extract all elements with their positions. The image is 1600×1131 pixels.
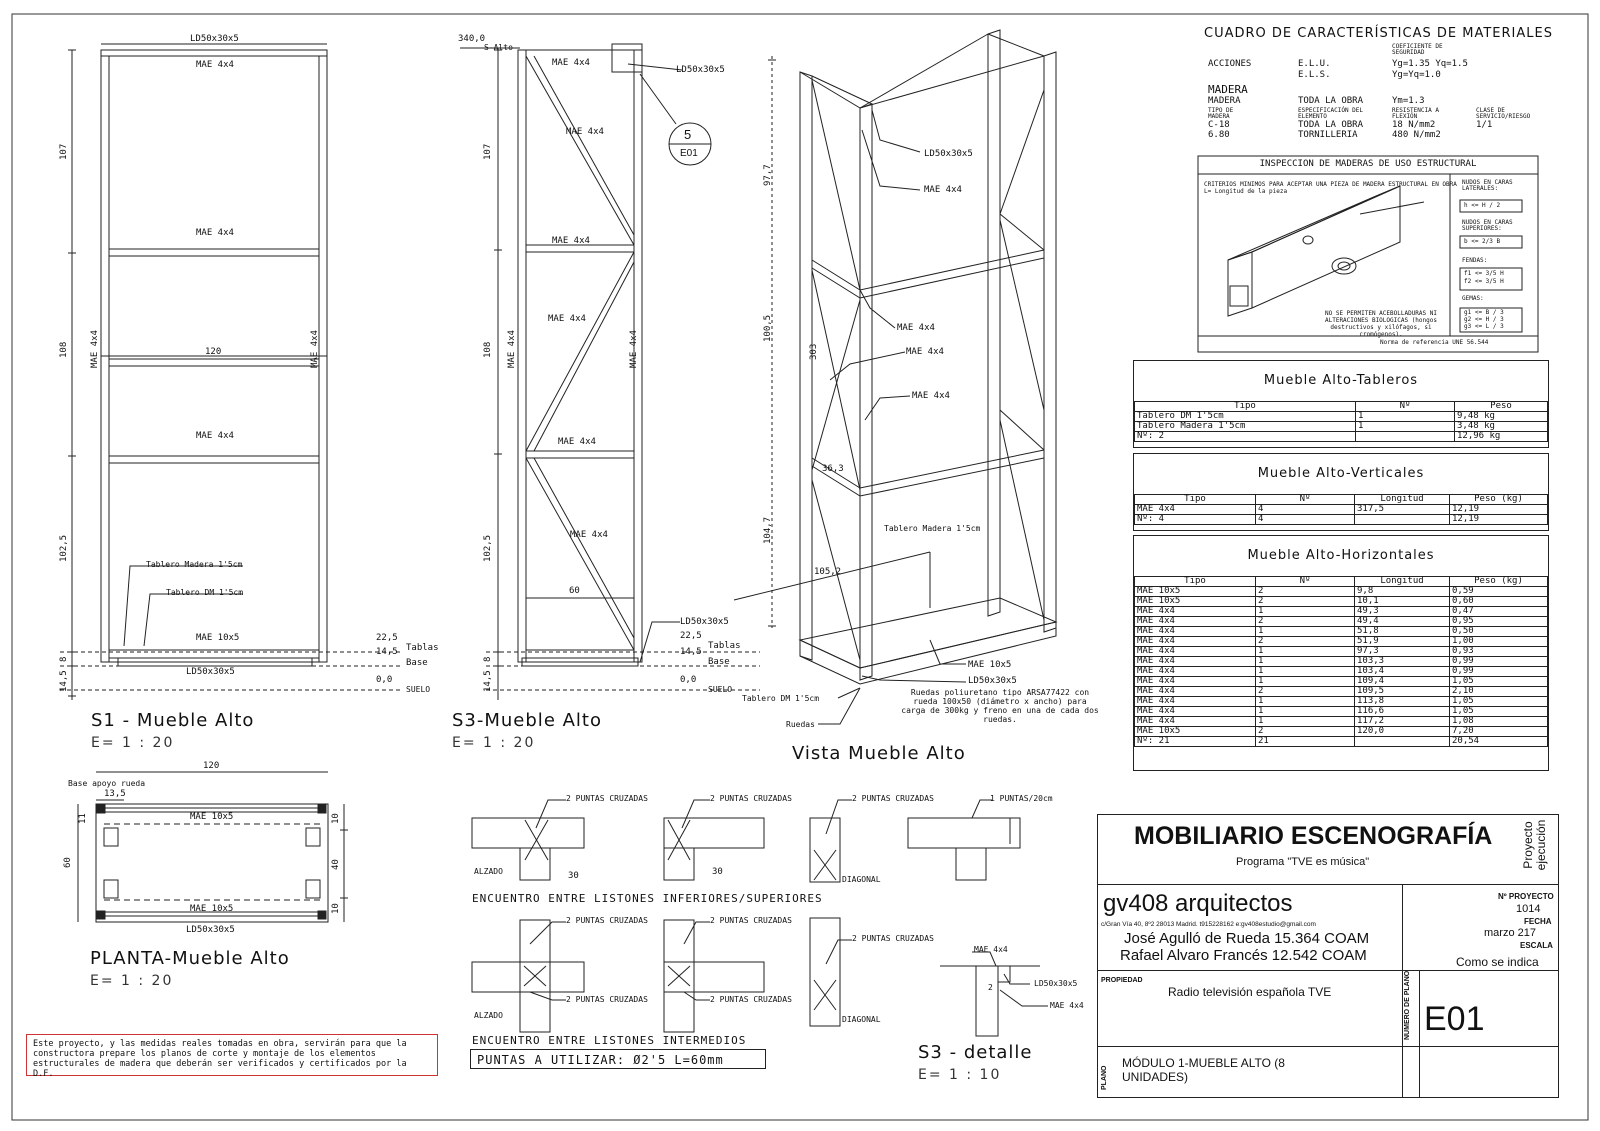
- s3-tablas: Tablas: [708, 641, 741, 651]
- vista-ld-1: LD50x30x5: [924, 149, 973, 159]
- s3-top-level: 340,0: [458, 34, 486, 44]
- tableros-panel: [1133, 360, 1549, 448]
- s1-title: S1 - Mueble Alto: [91, 710, 255, 731]
- numero-plano-label: NUMERO DE PLANO: [1404, 970, 1411, 1040]
- s3-ld-top: LD50x30x5: [676, 65, 725, 75]
- verticales-h-peso: Peso (kg): [1450, 495, 1548, 505]
- detail-puntas-20cm: 1 PUNTAS/20cm: [990, 794, 1053, 803]
- s3-title: S3-Mueble Alto: [452, 710, 602, 731]
- horizontales-cell: 7,20: [1450, 727, 1548, 737]
- inspeccion-gemas-v1: g1 <= B / 3: [1464, 309, 1504, 316]
- verticales-cell: 12,19: [1450, 515, 1548, 525]
- s1-lvl-145: 14,5: [376, 647, 398, 657]
- firm-address: c/Gran Vía 40, 8º2 28013 Madrid. t915228162 e:gv408estudio@gmail.com: [1101, 921, 1316, 928]
- s3-lvl-00: 0,0: [680, 675, 697, 685]
- planta-dim-11: 11: [78, 813, 88, 824]
- s1-base: Base: [406, 658, 428, 668]
- horizontales-cell: 1: [1256, 707, 1355, 717]
- detail-encuentro-2: ENCUENTRO ENTRE LISTONES INTERMEDIOS: [472, 1034, 747, 1047]
- s3-dim-8: 8: [483, 656, 493, 662]
- horizontales-cell: 1: [1256, 667, 1355, 677]
- escala-label: ESCALA: [1520, 941, 1553, 950]
- s3-lvl-225: 22,5: [680, 631, 702, 641]
- numero-plano: E01: [1424, 1000, 1485, 1038]
- horizontales-cell: 1,00: [1450, 637, 1548, 647]
- s1-bottom-label: LD50x30x5: [186, 667, 235, 677]
- planta-dim-120: 120: [203, 761, 220, 771]
- horizontales-row: [1135, 737, 1548, 747]
- horizontales-row: [1135, 727, 1548, 737]
- vista-dim-363: 36,3: [822, 464, 844, 474]
- tableros-cell: Tablero Madera 1'5cm: [1135, 422, 1356, 432]
- horizontales-row: [1135, 667, 1548, 677]
- horizontales-cell: MAE 4x4: [1135, 687, 1256, 697]
- horizontales-cell: 2,10: [1450, 687, 1548, 697]
- s1-tablero-dm: Tablero DM 1'5cm: [166, 588, 244, 597]
- horizontales-cell: 1: [1256, 697, 1355, 707]
- title-block-divider-v1: [1402, 884, 1403, 1098]
- n-proyecto-label: Nº PROYECTO: [1498, 892, 1554, 901]
- horizontales-cell: MAE 10x5: [1135, 727, 1256, 737]
- title-block-divider-1: [1097, 884, 1559, 885]
- s1-lvl-00: 0,0: [376, 675, 393, 685]
- horizontales-cell: 0,59: [1450, 587, 1548, 597]
- horizontales-row: [1135, 687, 1548, 697]
- tableros-cell: Tablero DM 1'5cm: [1135, 412, 1356, 422]
- s1-mae-top: MAE 4x4: [196, 60, 234, 70]
- verticales-h-tipo: Tipo: [1135, 495, 1256, 505]
- propiedad-label: PROPIEDAD: [1101, 977, 1143, 984]
- materials-elu-val: Yg=1.35 Yq=1.5: [1392, 59, 1468, 69]
- horizontales-title: Mueble Alto-Horizontales: [1247, 548, 1435, 563]
- horizontales-cell: 1: [1256, 657, 1355, 667]
- detail-angle-1: 30: [568, 871, 579, 881]
- horizontales-cell: 0,99: [1450, 657, 1548, 667]
- materials-toda-obra: TODA LA OBRA: [1298, 96, 1364, 106]
- horizontales-row: [1135, 587, 1548, 597]
- inspeccion-gemas-v3: g3 <= L / 3: [1464, 323, 1504, 330]
- vista-tablero-madera: Tablero Madera 1'5cm: [884, 524, 981, 533]
- horizontales-row: [1135, 617, 1548, 627]
- s3-scale: E= 1 : 20: [452, 735, 536, 751]
- horizontales-h-n: Nº: [1256, 577, 1355, 587]
- fecha: marzo 217: [1484, 927, 1536, 939]
- horizontales-row: [1135, 717, 1548, 727]
- tableros-row: [1135, 412, 1548, 422]
- vista-ruedas-note: Ruedas poliuretano tipo ARSA77422 con rueda 100x50 (diámetro x ancho) para carga de 300kg y freno en una de cada dos ruedas.: [901, 688, 1099, 724]
- planta-scale: E= 1 : 20: [90, 973, 174, 989]
- n-proyecto: 1014: [1516, 903, 1541, 915]
- materials-coef: COEFICIENTE DE SEGURIDAD: [1392, 43, 1443, 56]
- horizontales-panel: [1133, 535, 1549, 771]
- s1-lvl-225: 22,5: [376, 633, 398, 643]
- materials-madera: MADERA: [1208, 96, 1241, 106]
- detail-angle-2: 30: [712, 867, 723, 877]
- horizontales-cell: 49,4: [1355, 617, 1450, 627]
- materials-torn-val: 480 N/mm2: [1392, 130, 1441, 140]
- s3-suelo: SUELO: [708, 685, 733, 694]
- horizontales-cell: 0,93: [1450, 647, 1548, 657]
- s3-dim-107: 107: [483, 143, 493, 160]
- tableros-table: [1134, 401, 1548, 442]
- verticales-h-long: Longitud: [1355, 495, 1450, 505]
- inspeccion-nudos-sup: NUDOS EN CARAS SUPERIORES:: [1462, 219, 1513, 232]
- materials-clase: CLASE DE SERVICIO/RIESGO: [1476, 107, 1531, 120]
- horizontales-cell: 103,4: [1355, 667, 1450, 677]
- vista-mae-bottom: MAE 10x5: [968, 660, 1012, 670]
- horizontales-cell: MAE 4x4: [1135, 717, 1256, 727]
- horizontales-cell: 1: [1256, 607, 1355, 617]
- horizontales-cell: Nº: 21: [1135, 737, 1256, 747]
- vista-isometric: [734, 30, 1056, 724]
- s3-mae-right: MAE 4x4: [629, 330, 639, 368]
- horizontales-cell: 117,2: [1355, 717, 1450, 727]
- fecha-label: FECHA: [1524, 917, 1552, 926]
- materials-elu: E.L.U.: [1298, 59, 1331, 69]
- s3-base: Base: [708, 657, 730, 667]
- horizontales-cell: 116,6: [1355, 707, 1450, 717]
- horizontales-cell: 2: [1256, 637, 1355, 647]
- s3-lvl-145: 14,5: [680, 647, 702, 657]
- detail-puntas-8: 2 PUNTAS CRUZADAS: [710, 995, 792, 1004]
- s3-mae-2: MAE 4x4: [566, 127, 604, 137]
- detail-puntas-2: 2 PUNTAS CRUZADAS: [710, 794, 792, 803]
- detail-alzado-1: ALZADO: [474, 867, 503, 876]
- inspeccion-fendas: FENDAS:: [1462, 257, 1488, 264]
- horizontales-h-tipo: Tipo: [1135, 577, 1256, 587]
- verticales-cell: [1355, 515, 1450, 525]
- s3-circle-ref: E01: [680, 148, 698, 159]
- horizontales-cell: 1,05: [1450, 707, 1548, 717]
- s3-mae-left: MAE 4x4: [507, 330, 517, 368]
- tableros-h-n: Nº: [1356, 402, 1455, 412]
- horizontales-cell: 97,3: [1355, 647, 1450, 657]
- horizontales-cell: 49,3: [1355, 607, 1450, 617]
- horizontales-cell: 21: [1256, 737, 1355, 747]
- tableros-h-peso: Peso: [1455, 402, 1548, 412]
- verticales-row: [1135, 505, 1548, 515]
- s1-dim-108: 108: [59, 341, 69, 358]
- s1-dim-1025: 102,5: [59, 534, 69, 562]
- s3-width: 60: [569, 586, 580, 596]
- detail-diagonal-2: DIAGONAL: [842, 1015, 881, 1024]
- horizontales-row: [1135, 647, 1548, 657]
- materials-tipo-madera: TIPO DE MADERA: [1208, 107, 1234, 120]
- s1-scale: E= 1 : 20: [91, 735, 175, 751]
- horizontales-cell: MAE 4x4: [1135, 667, 1256, 677]
- materials-madera-h: MADERA: [1208, 83, 1248, 96]
- inspeccion-no-permiten: NO SE PERMITEN ACEBOLLADURAS NI ALTERACIONES BIOLOGICAS (hongos destructivos y xilófagos, si cromógenos).: [1325, 310, 1437, 338]
- s1-dim-107: 107: [59, 143, 69, 160]
- verticales-cell: MAE 4x4: [1135, 505, 1256, 515]
- title-block-divider-2: [1097, 970, 1559, 971]
- materials-res-val: 18 N/mm2: [1392, 120, 1436, 130]
- materials-acciones: ACCIONES: [1208, 59, 1252, 69]
- horizontales-cell: 120,0: [1355, 727, 1450, 737]
- horizontales-cell: [1355, 737, 1450, 747]
- horizontales-row: [1135, 627, 1548, 637]
- materials-680: 6.80: [1208, 130, 1230, 140]
- horizontales-cell: 2: [1256, 617, 1355, 627]
- vista-dim-977: 97,7: [763, 164, 773, 186]
- horizontales-cell: MAE 4x4: [1135, 607, 1256, 617]
- vista-dim-1052: 105,2: [814, 567, 842, 577]
- horizontales-cell: MAE 4x4: [1135, 677, 1256, 687]
- tableros-row: [1135, 432, 1548, 442]
- detail-mae-b: MAE 4x4: [1050, 1001, 1084, 1010]
- horizontales-cell: 0,47: [1450, 607, 1548, 617]
- horizontales-cell: 113,8: [1355, 697, 1450, 707]
- s3-mae-1: MAE 4x4: [552, 58, 590, 68]
- vista-mae-4: MAE 4x4: [912, 391, 950, 401]
- vista-mae-2: MAE 4x4: [897, 323, 935, 333]
- s3-s-alto: S-Alto: [484, 43, 513, 52]
- s1-elevation: [60, 44, 400, 700]
- detail-encuentro-1: ENCUENTRO ENTRE LISTONES INFERIORES/SUPERIORES: [472, 892, 823, 905]
- tableros-cell: [1356, 432, 1455, 442]
- verticales-cell: Nº: 4: [1135, 515, 1256, 525]
- s3-dim-1025: 102,5: [483, 534, 493, 562]
- horizontales-cell: 10,1: [1355, 597, 1450, 607]
- s3-mae-4: MAE 4x4: [548, 314, 586, 324]
- tableros-row: [1135, 422, 1548, 432]
- horizontales-cell: MAE 10x5: [1135, 597, 1256, 607]
- project-title: MOBILIARIO ESCENOGRAFÍA: [1134, 822, 1493, 850]
- detail-diagonal-1: DIAGONAL: [842, 875, 881, 884]
- title-block-divider-3: [1097, 1046, 1559, 1047]
- vista-tablero-dm: Tablero DM 1'5cm: [742, 694, 820, 703]
- horizontales-cell: 20,54: [1450, 737, 1548, 747]
- s1-dim-145: 14,5: [59, 670, 69, 692]
- detail-alzado-2: ALZADO: [474, 1011, 503, 1020]
- vista-mae-3: MAE 4x4: [906, 347, 944, 357]
- vista-dim-303: 303: [809, 343, 819, 360]
- tableros-cell: 9,48 kg: [1455, 412, 1548, 422]
- horizontales-cell: 51,9: [1355, 637, 1450, 647]
- materials-ym: Ym=1.3: [1392, 96, 1425, 106]
- inspeccion-norma: Norma de referencia UNE 56.544: [1380, 339, 1489, 346]
- planta-dim-40: 40: [331, 859, 341, 870]
- planta-dim-10b: 10: [331, 903, 341, 914]
- planta-base-apoyo: Base apoyo rueda: [68, 779, 146, 788]
- horizontales-cell: 1,08: [1450, 717, 1548, 727]
- s1-mae-left: MAE 4x4: [90, 330, 100, 368]
- inspeccion-criterios: CRITERIOS MINIMOS PARA ACEPTAR UNA PIEZA DE MADERA ESTRUCTURAL EN OBRA: [1204, 181, 1457, 188]
- escala: Como se indica: [1456, 955, 1539, 969]
- verticales-cell: 4: [1256, 515, 1355, 525]
- planta-mae-bottom: MAE 10x5: [190, 904, 234, 914]
- tableros-title: Mueble Alto-Tableros: [1263, 373, 1419, 388]
- horizontales-row: [1135, 607, 1548, 617]
- horizontales-h-peso: Peso (kg): [1450, 577, 1548, 587]
- vista-dim-1005: 100,5: [763, 314, 773, 342]
- vista-dim-1047: 104,7: [763, 516, 773, 544]
- s3-elevation: [460, 44, 760, 700]
- materials-tornilleria: TORNILLERIA: [1298, 130, 1358, 140]
- horizontales-cell: MAE 4x4: [1135, 697, 1256, 707]
- detail-ld: LD50x30x5: [1034, 979, 1078, 988]
- detail-puntas-5: 2 PUNTAS CRUZADAS: [710, 916, 792, 925]
- horizontales-cell: 1: [1256, 717, 1355, 727]
- horizontales-cell: 1,05: [1450, 677, 1548, 687]
- detail-puntas-6: 2 PUNTAS CRUZADAS: [852, 934, 934, 943]
- verticales-title: Mueble Alto-Verticales: [1257, 466, 1425, 481]
- horizontales-cell: MAE 4x4: [1135, 647, 1256, 657]
- s1-suelo: SUELO: [406, 685, 431, 694]
- verticales-cell: 4: [1256, 505, 1355, 515]
- horizontales-cell: MAE 4x4: [1135, 707, 1256, 717]
- s3-dim-145: 14,5: [483, 670, 493, 692]
- inspeccion-longitud: L= Longitud de la pieza: [1204, 188, 1288, 195]
- horizontales-cell: 1: [1256, 647, 1355, 657]
- horizontales-cell: MAE 4x4: [1135, 637, 1256, 647]
- s3-circle-num: 5: [684, 127, 692, 142]
- general-note: Este proyecto, y las medidas reales tomadas en obra, servirán para que la constructora prepare los planos de corte y montaje de los elementos estructurales de madera que deberán ser verificados y certificados por la D.F.: [26, 1034, 438, 1076]
- horizontales-cell: 0,95: [1450, 617, 1548, 627]
- horizontales-cell: 2: [1256, 597, 1355, 607]
- propiedad: Radio televisión española TVE: [1168, 985, 1332, 999]
- horizontales-cell: 2: [1256, 687, 1355, 697]
- horizontales-cell: MAE 4x4: [1135, 617, 1256, 627]
- materials-toda-obra2: TODA LA OBRA: [1298, 120, 1364, 130]
- detail-puntas-1: 2 PUNTAS CRUZADAS: [566, 794, 648, 803]
- planta-mae-top: MAE 10x5: [190, 812, 234, 822]
- s1-width: 120: [205, 347, 222, 357]
- planta-dim-10a: 10: [331, 813, 341, 824]
- vista-title: Vista Mueble Alto: [792, 743, 966, 764]
- detail-puntas-utilizar: PUNTAS A UTILIZAR: Ø2'5 L=60mm: [470, 1049, 766, 1069]
- horizontales-row: [1135, 657, 1548, 667]
- s1-top-label: LD50x30x5: [190, 34, 239, 44]
- horizontales-table: [1134, 576, 1548, 747]
- materials-els: E.L.S.: [1298, 70, 1331, 80]
- planta-ld: LD50x30x5: [186, 925, 235, 935]
- s3-mae-3: MAE 4x4: [552, 236, 590, 246]
- inspeccion-gemas-v2: g2 <= H / 3: [1464, 316, 1504, 323]
- s1-mae-mid2: MAE 4x4: [196, 431, 234, 441]
- inspeccion-nudos-sup-v: b <= 2/3 B: [1464, 238, 1501, 245]
- verticales-cell: 317,5: [1355, 505, 1450, 515]
- horizontales-row: [1135, 597, 1548, 607]
- horizontales-row: [1135, 697, 1548, 707]
- s3-dim-108: 108: [483, 341, 493, 358]
- inspeccion-fendas-v2: f2 <= 3/5 H: [1464, 278, 1504, 285]
- vista-mae-1: MAE 4x4: [924, 185, 962, 195]
- inspeccion-nudos-lat: NUDOS EN CARAS LATERALES:: [1462, 179, 1513, 192]
- horizontales-cell: 2: [1256, 727, 1355, 737]
- fase: Proyecto ejecución: [1521, 819, 1548, 871]
- s3-mae-5: MAE 4x4: [558, 437, 596, 447]
- plano-label: PLANO: [1101, 1065, 1108, 1090]
- horizontales-cell: 109,5: [1355, 687, 1450, 697]
- inspeccion-fendas-v1: f1 <= 3/5 H: [1464, 270, 1504, 277]
- horizontales-cell: 9,8: [1355, 587, 1450, 597]
- architect-2: Rafael Alvaro Francés 12.542 COAM: [1120, 947, 1367, 964]
- materials-especificacion: ESPECIFICACIÓN DEL ELEMENTO: [1298, 107, 1364, 120]
- materials-title: CUADRO DE CARACTERÍSTICAS DE MATERIALES: [1204, 26, 1553, 41]
- s1-dim-8: 8: [59, 656, 69, 662]
- detail-puntas-3: 2 PUNTAS CRUZADAS: [852, 794, 934, 803]
- horizontales-h-long: Longitud: [1355, 577, 1450, 587]
- s1-mae-mid1: MAE 4x4: [196, 228, 234, 238]
- horizontales-row: [1135, 677, 1548, 687]
- horizontales-cell: MAE 4x4: [1135, 627, 1256, 637]
- s3-ld-bottom: LD50x30x5: [680, 617, 729, 627]
- detail-s3-scale: E= 1 : 10: [918, 1067, 1002, 1083]
- tableros-cell: 1: [1356, 422, 1455, 432]
- horizontales-cell: 103,3: [1355, 657, 1450, 667]
- detail-dim-2: 2: [988, 983, 993, 992]
- tableros-cell: 12,96 kg: [1455, 432, 1548, 442]
- verticales-panel: [1133, 453, 1549, 531]
- detail-s3-title: S3 - detalle: [918, 1042, 1033, 1063]
- firm-name: gv408 arquitectos: [1103, 890, 1293, 917]
- inspeccion-title: INSPECCION DE MADERAS DE USO ESTRUCTURAL: [1259, 159, 1477, 169]
- s3-mae-6: MAE 4x4: [570, 530, 608, 540]
- horizontales-cell: 0,99: [1450, 667, 1548, 677]
- verticales-row: [1135, 515, 1548, 525]
- materials-c18: C-18: [1208, 120, 1230, 130]
- horizontales-cell: 109,4: [1355, 677, 1450, 687]
- verticales-h-n: Nº: [1256, 495, 1355, 505]
- tableros-cell: 3,48 kg: [1455, 422, 1548, 432]
- title-block-divider-v2: [1419, 970, 1420, 1098]
- detail-puntas-4: 2 PUNTAS CRUZADAS: [566, 916, 648, 925]
- horizontales-cell: MAE 10x5: [1135, 587, 1256, 597]
- plano: MÓDULO 1-MUEBLE ALTO (8 UNIDADES): [1122, 1056, 1285, 1084]
- horizontales-cell: 1: [1256, 627, 1355, 637]
- planta-title: PLANTA-Mueble Alto: [90, 948, 290, 969]
- horizontales-cell: MAE 4x4: [1135, 657, 1256, 667]
- horizontales-cell: 0,50: [1450, 627, 1548, 637]
- horizontales-cell: 0,60: [1450, 597, 1548, 607]
- horizontales-cell: 51,8: [1355, 627, 1450, 637]
- horizontales-row: [1135, 707, 1548, 717]
- inspeccion-gemas: GEMAS:: [1462, 295, 1484, 302]
- horizontales-cell: 1,05: [1450, 697, 1548, 707]
- materials-clase-val: 1/1: [1476, 120, 1493, 130]
- horizontales-cell: 1: [1256, 677, 1355, 687]
- planta-dim-60: 60: [63, 857, 73, 868]
- verticales-cell: 12,19: [1450, 505, 1548, 515]
- horizontales-row: [1135, 637, 1548, 647]
- vista-ruedas: Ruedas: [786, 720, 815, 729]
- planta-dim-135: 13,5: [104, 789, 126, 799]
- s1-tablero-madera: Tablero Madera 1'5cm: [146, 560, 243, 569]
- tableros-h-tipo: Tipo: [1135, 402, 1356, 412]
- vista-ld-2: LD50x30x5: [968, 676, 1017, 686]
- materials-els-val: Yg=Yq=1.0: [1392, 70, 1441, 80]
- detail-mae-a: MAE 4x4: [974, 945, 1008, 954]
- tableros-cell: 1: [1356, 412, 1455, 422]
- s1-tablas: Tablas: [406, 643, 439, 653]
- detail-puntas-7: 2 PUNTAS CRUZADAS: [566, 995, 648, 1004]
- tableros-cell: Nº: 2: [1135, 432, 1356, 442]
- programa: Programa "TVE es música": [1236, 856, 1370, 868]
- verticales-table: [1134, 494, 1548, 525]
- architect-1: José Agulló de Rueda 15.364 COAM: [1124, 930, 1370, 947]
- horizontales-cell: 2: [1256, 587, 1355, 597]
- materials-resistencia: RESISTENCIA A FLEXIÓN: [1392, 107, 1439, 120]
- s1-mae-bottom: MAE 10x5: [196, 633, 240, 643]
- inspeccion-nudos-lat-v: h <= H / 2: [1464, 202, 1501, 209]
- title-block-divider-v3: [1097, 1046, 1098, 1098]
- s1-mae-right: MAE 4x4: [310, 330, 320, 368]
